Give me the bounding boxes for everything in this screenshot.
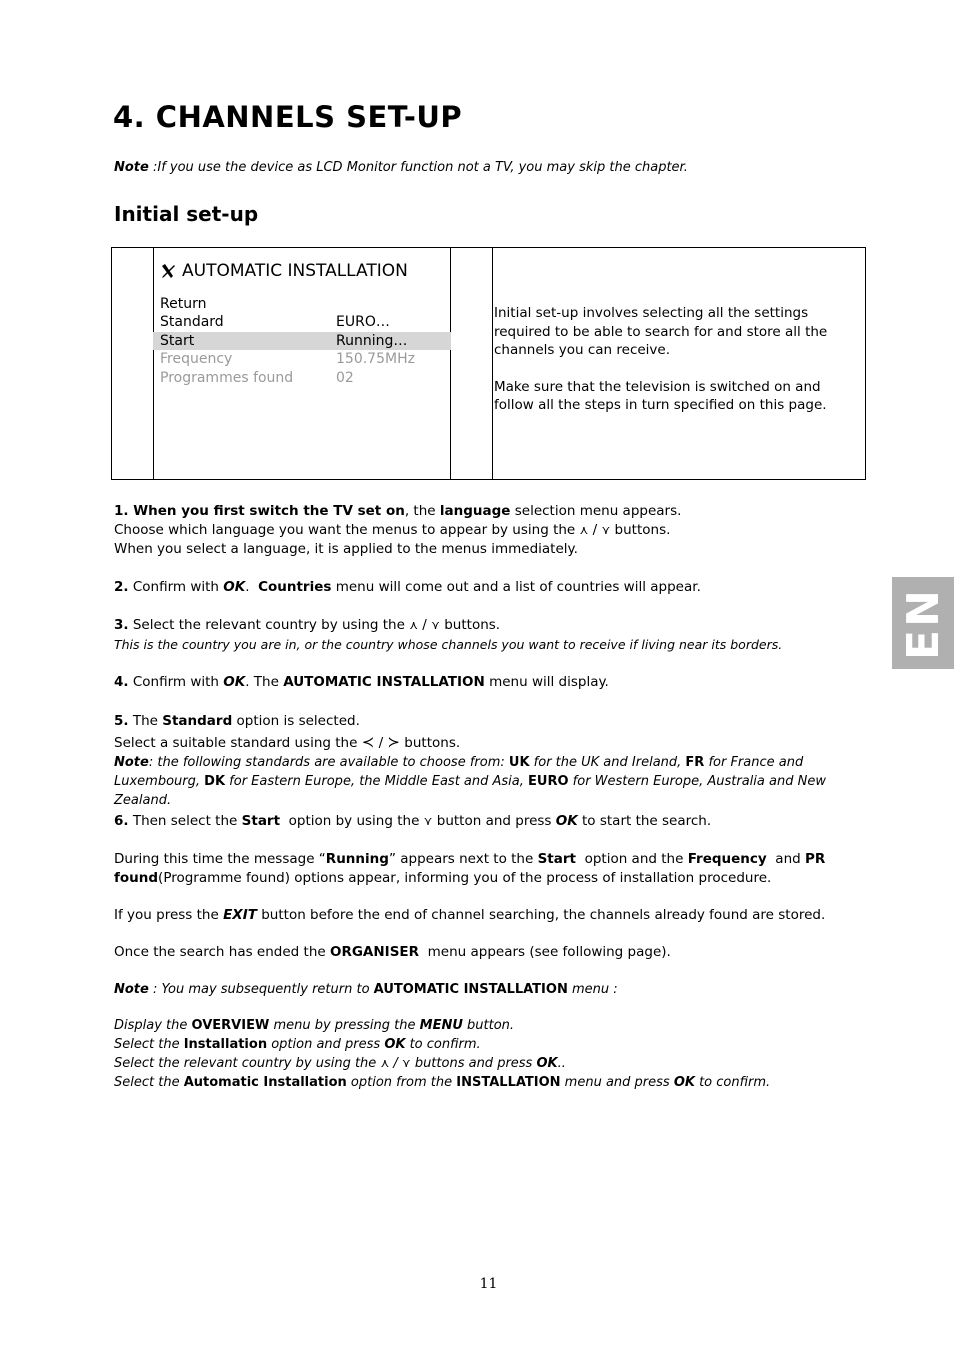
- menu-row-start: [153, 332, 451, 350]
- text: to confirm.: [405, 1036, 481, 1052]
- intro-note: [114, 160, 688, 175]
- menu-row-label: Frequency: [160, 351, 233, 367]
- keyword: OK: [223, 674, 246, 690]
- keyword: Frequency: [687, 851, 767, 867]
- text: Display the: [114, 1018, 192, 1033]
- step-line: [114, 812, 854, 831]
- text: Then select the: [128, 813, 242, 829]
- info-text: [494, 304, 854, 433]
- step-line: [114, 712, 854, 731]
- step-number: 6.: [114, 813, 129, 829]
- language-tab-label: EN: [897, 586, 949, 660]
- step-4: [114, 673, 854, 692]
- text: button.: [462, 1018, 515, 1033]
- text: menu by pressing the: [269, 1018, 420, 1033]
- text: Select the: [114, 1074, 184, 1090]
- keyword: Start: [241, 813, 281, 829]
- text: Confirm with: [128, 579, 224, 595]
- keyword: MENU: [419, 1018, 463, 1033]
- text: for Eastern Europe, the Middle East and Asia,: [225, 774, 529, 789]
- paragraph: [114, 906, 854, 925]
- text: .: [245, 579, 259, 595]
- keyword: Standard: [162, 713, 233, 729]
- step-line: [114, 502, 854, 521]
- keyword: Automatic Installation: [183, 1074, 347, 1090]
- text: option from the: [346, 1074, 457, 1090]
- menu-row-label: Return: [160, 296, 207, 312]
- standards-note: [114, 753, 854, 810]
- instruction-line: [114, 1036, 854, 1055]
- menu-row-value: 02: [336, 370, 354, 386]
- step-line: This is the country you are in, or the country whose channels you want to receive if living near its borders.: [114, 637, 783, 652]
- instruction-line: [114, 1017, 854, 1036]
- step-line: [114, 521, 854, 540]
- text: menu appears (see following page).: [419, 944, 671, 960]
- text: for the UK and Ireland,: [529, 755, 686, 770]
- step-line: [114, 673, 854, 692]
- paragraph: [114, 943, 854, 962]
- menu-row-return: [153, 295, 451, 313]
- note-label: Note: [114, 160, 149, 175]
- text: Select the: [114, 1036, 184, 1052]
- text: menu :: [567, 982, 618, 997]
- running-paragraph: [114, 850, 854, 888]
- menu-row-value: Running…: [336, 333, 408, 349]
- slash: /: [418, 617, 432, 633]
- text: menu and press: [560, 1074, 674, 1090]
- text: to start the search.: [577, 813, 712, 829]
- keyword: found: [114, 870, 159, 886]
- keyword: FR: [685, 755, 705, 770]
- text: , the: [404, 503, 440, 519]
- left-arrow-icon: ≺: [361, 733, 375, 751]
- return-instructions: [114, 1017, 854, 1092]
- text: The: [128, 713, 163, 729]
- menu-row-standard: [153, 313, 451, 331]
- section-title: Initial set-up: [114, 202, 259, 226]
- exit-paragraph: [114, 906, 854, 925]
- keyword: EXIT: [223, 907, 257, 923]
- automatic-installation-menu: [153, 248, 451, 481]
- keyword: Countries: [258, 579, 332, 595]
- keyword: UK: [508, 755, 530, 770]
- slash: /: [389, 1056, 402, 1071]
- text: : the following standards are available to choose from:: [148, 755, 509, 770]
- text: Once the search has ended the: [114, 944, 330, 960]
- text: and: [766, 851, 805, 867]
- page-number: 11: [479, 1276, 498, 1292]
- note-label: Note: [114, 982, 149, 997]
- step-line: [114, 578, 854, 597]
- tools-icon: [160, 263, 176, 279]
- step-line: [114, 616, 854, 635]
- keyword: OVERVIEW: [191, 1018, 270, 1033]
- down-arrow-icon: ⋎: [423, 814, 433, 828]
- menu-row-programmes-found: [153, 369, 451, 387]
- keyword: EURO: [528, 774, 569, 789]
- keyword: OK: [384, 1036, 406, 1052]
- text: option is selected.: [232, 713, 360, 729]
- step-2: [114, 578, 854, 597]
- text: option and the: [575, 851, 688, 867]
- text: If you press the: [114, 907, 224, 923]
- menu-title: AUTOMATIC INSTALLATION: [182, 261, 408, 281]
- text: (Programme found) options appear, informing you of the process of installation procedure.: [158, 870, 772, 886]
- step-1: [114, 502, 854, 559]
- text: Confirm with: [128, 674, 224, 690]
- text: buttons and press: [410, 1056, 537, 1071]
- return-note: [114, 980, 854, 999]
- up-arrow-icon: ⋏: [579, 523, 589, 537]
- language-tab: [892, 577, 954, 669]
- text: for France and Luxembourg,: [114, 755, 804, 789]
- step-number: 4.: [114, 674, 129, 690]
- keyword: OK: [536, 1056, 558, 1071]
- text: : You may subsequently return to: [148, 982, 374, 997]
- text: buttons.: [610, 522, 671, 538]
- text: menu will display.: [484, 674, 609, 690]
- keyword: Start: [537, 851, 576, 867]
- text: menu will come out and a list of countries will appear.: [331, 579, 701, 595]
- paragraph: [114, 980, 854, 999]
- text: During this time the message “: [114, 851, 326, 867]
- info-paragraph: Make sure that the television is switched on and follow all the steps in turn specified on this page.: [494, 378, 827, 413]
- keyword: OK: [223, 579, 246, 595]
- note-text: :If you use the device as LCD Monitor function not a TV, you may skip the chapter.: [148, 160, 688, 175]
- table-divider: [492, 248, 493, 479]
- step-5: [114, 712, 854, 810]
- menu-row-label: Start: [160, 333, 195, 349]
- right-arrow-icon: ≻: [387, 733, 400, 751]
- paragraph: [114, 850, 854, 888]
- up-arrow-icon: ⋏: [409, 618, 418, 632]
- text: button and press: [432, 813, 556, 829]
- info-paragraph: Initial set-up involves selecting all the settings required to be able to search for and store all the channels you can receive.: [494, 305, 828, 358]
- text: ” appears next to the: [388, 851, 538, 867]
- down-arrow-icon: ⋎: [601, 523, 611, 537]
- slash: /: [588, 522, 602, 538]
- text: Select the relevant country by using the: [114, 1056, 381, 1071]
- text: ..: [557, 1056, 566, 1071]
- step-number: 3.: [114, 617, 129, 633]
- menu-row-value: 150.75MHz: [336, 351, 415, 367]
- keyword: Running: [325, 851, 389, 867]
- note-label: Note: [114, 755, 149, 770]
- text: buttons.: [400, 735, 461, 751]
- up-arrow-icon: ⋏: [380, 1056, 390, 1070]
- keyword: AUTOMATIC INSTALLATION: [283, 674, 485, 690]
- keyword: OK: [673, 1074, 695, 1090]
- text: Select a suitable standard using the: [114, 735, 362, 751]
- instruction-line: [114, 1054, 854, 1074]
- text: Select the relevant country by using the: [128, 617, 410, 633]
- text: to confirm.: [694, 1074, 771, 1090]
- organiser-paragraph: [114, 943, 854, 962]
- step-line: When you select a language, it is applied to the menus immediately.: [114, 541, 578, 557]
- text: for Western Europe, Australia and New Zealand.: [114, 774, 826, 808]
- text: option by using the: [280, 813, 424, 829]
- menu-header: [160, 261, 408, 281]
- step-6: [114, 812, 854, 831]
- down-arrow-icon: ⋎: [401, 1056, 411, 1070]
- page-title: 4. CHANNELS SET-UP: [113, 100, 463, 134]
- step-3: [114, 616, 854, 654]
- menu-row-label: Programmes found: [160, 370, 294, 386]
- down-arrow-icon: ⋎: [431, 618, 440, 632]
- keyword: language: [439, 503, 511, 519]
- step-number: 5.: [114, 713, 129, 729]
- keyword: PR: [805, 851, 826, 867]
- step-heading: 1. When you first switch the TV set on: [114, 503, 405, 519]
- keyword: ORGANISER: [329, 944, 420, 960]
- instruction-line: [114, 1074, 854, 1093]
- slash: /: [374, 735, 388, 751]
- menu-row-label: Standard: [160, 314, 224, 330]
- text: button before the end of channel searching, the channels already found are stored.: [256, 907, 826, 923]
- keyword: AUTOMATIC INSTALLATION: [373, 982, 568, 997]
- menu-row-value: EURO…: [336, 314, 390, 330]
- keyword: OK: [555, 813, 578, 829]
- menu-illustration-table: [111, 247, 866, 480]
- text: . The: [245, 674, 284, 690]
- text: selection menu appears.: [510, 503, 682, 519]
- text: option and press: [267, 1036, 385, 1052]
- step-line: [114, 733, 854, 753]
- keyword: INSTALLATION: [456, 1074, 561, 1090]
- keyword: DK: [204, 774, 226, 789]
- keyword: Installation: [183, 1036, 268, 1052]
- text: Choose which language you want the menus to appear by using the: [114, 522, 580, 538]
- step-number: 2.: [114, 579, 129, 595]
- text: buttons.: [439, 617, 501, 633]
- menu-row-frequency: [153, 350, 451, 368]
